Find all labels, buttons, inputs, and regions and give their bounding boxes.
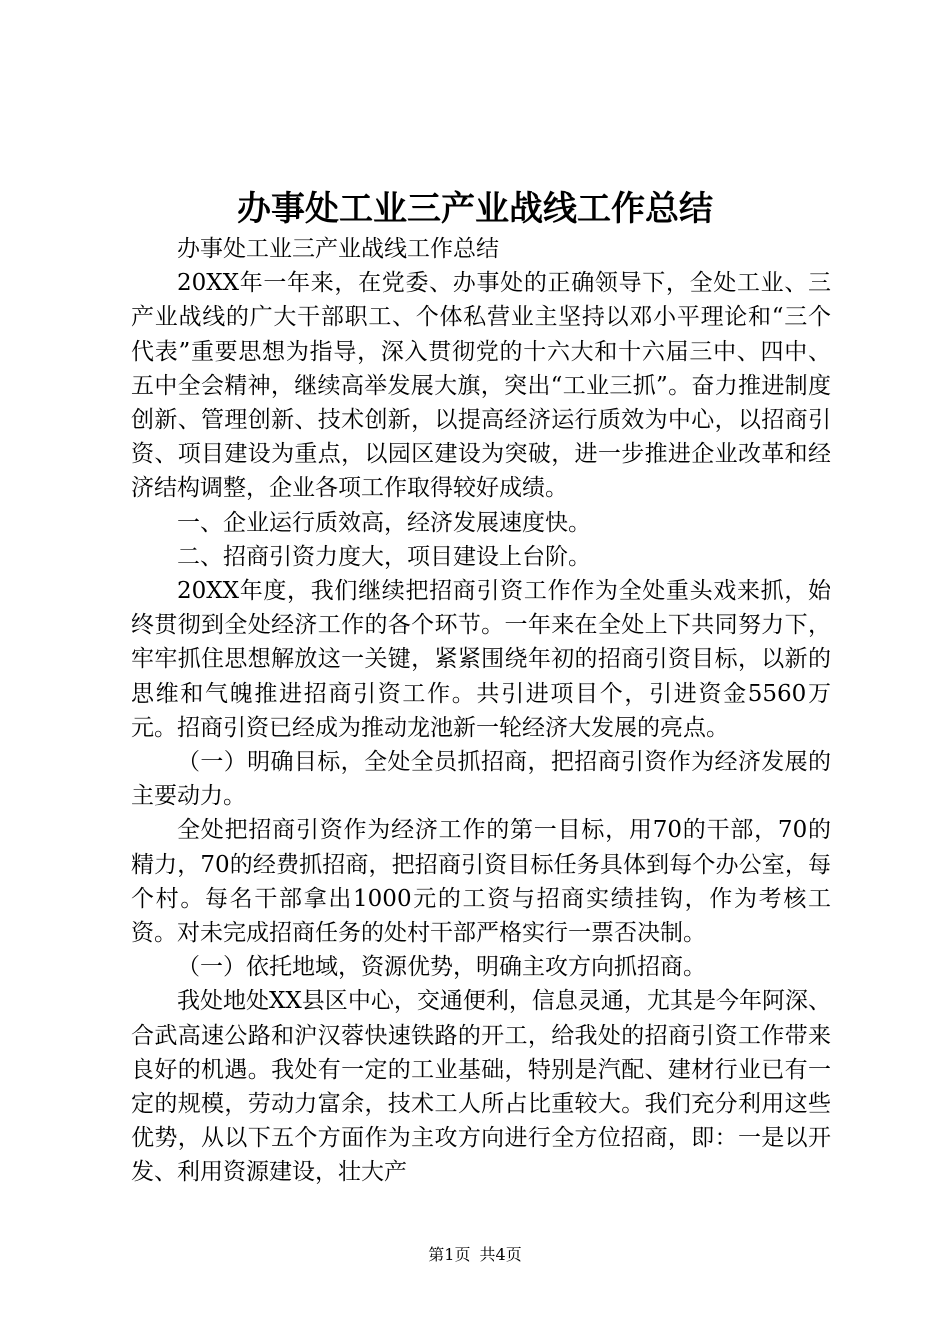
paragraph-investment: 20XX年度，我们继续把招商引资工作作为全处重头戏来抓，始终贯彻到全处经济工作的各个环节。一年来在全处上下共同努力下，牢牢抓住思想解放这一关键，紧紧围绕年初的招商引资目标，以新的思维和气魄推进招商引资工作。共引进项目个，引进资金5560万元。招商引资已经成为推动龙池新一轮经济大发展的亮点。 <box>131 578 831 741</box>
section-heading-2: 二、招商引资力度大，项目建设上台阶。 <box>177 543 591 570</box>
paragraph-resources: 我处地处XX县区中心，交通便利，信息灵通，尤其是今年阿深、合武高速公路和沪汉蓉快速铁路的开工，给我处的招商引资工作带来良好的机遇。我处有一定的工业基础，特别是汽配、建材行业已有一定的规模，劳动力富余，技术工人所占比重较大。我们充分利用这些优势，从以下五个方面作为主攻方向进行全方位招商，即：一是以开发、利用资源建设，壮大产 <box>131 988 831 1186</box>
paragraph-subtitle: 办事处工业三产业战线工作总结 <box>177 236 499 262</box>
paragraph-intro: 20XX年一年来，在党委、办事处的正确领导下，全处工业、三产业战线的广大干部职工、个体私营业主坚持以邓小平理论和“三个代表”重要思想为指导，深入贯彻党的十六大和十六届三中、四中、五中全会精神，继续高举发展大旗，突出“工业三抓”。奋力推进制度创新、管理创新、技术创新，以提高经济运行质效为中心，以招商引资、项目建设为重点，以园区建设为突破，进一步推进企业改革和经济结构调整，企业各项工作取得较好成绩。 <box>131 270 831 502</box>
page-number: 第1页 <box>428 1245 471 1264</box>
subheading-resources: （一）依托地域，资源优势，明确主攻方向抓招商。 <box>177 954 706 981</box>
page-total: 共4页 <box>479 1245 522 1264</box>
document-body <box>131 232 831 1190</box>
document-title: 办事处工业三产业战线工作总结 <box>237 189 713 229</box>
page-footer <box>0 1243 950 1267</box>
section-heading-1: 一、企业运行质效高，经济发展速度快。 <box>177 509 591 536</box>
subheading-goals: （一）明确目标，全处全员抓招商，把招商引资作为经济发展的主要动力。 <box>131 749 831 810</box>
paragraph-goals: 全处把招商引资作为经济工作的第一目标，用70的干部，70的精力，70的经费抓招商，把招商引资目标任务具体到每个办公室，每个村。每名干部拿出1000元的工资与招商实绩挂钩，作为考核工资。对未完成招商任务的处村干部严格实行一票否决制。 <box>131 817 831 947</box>
